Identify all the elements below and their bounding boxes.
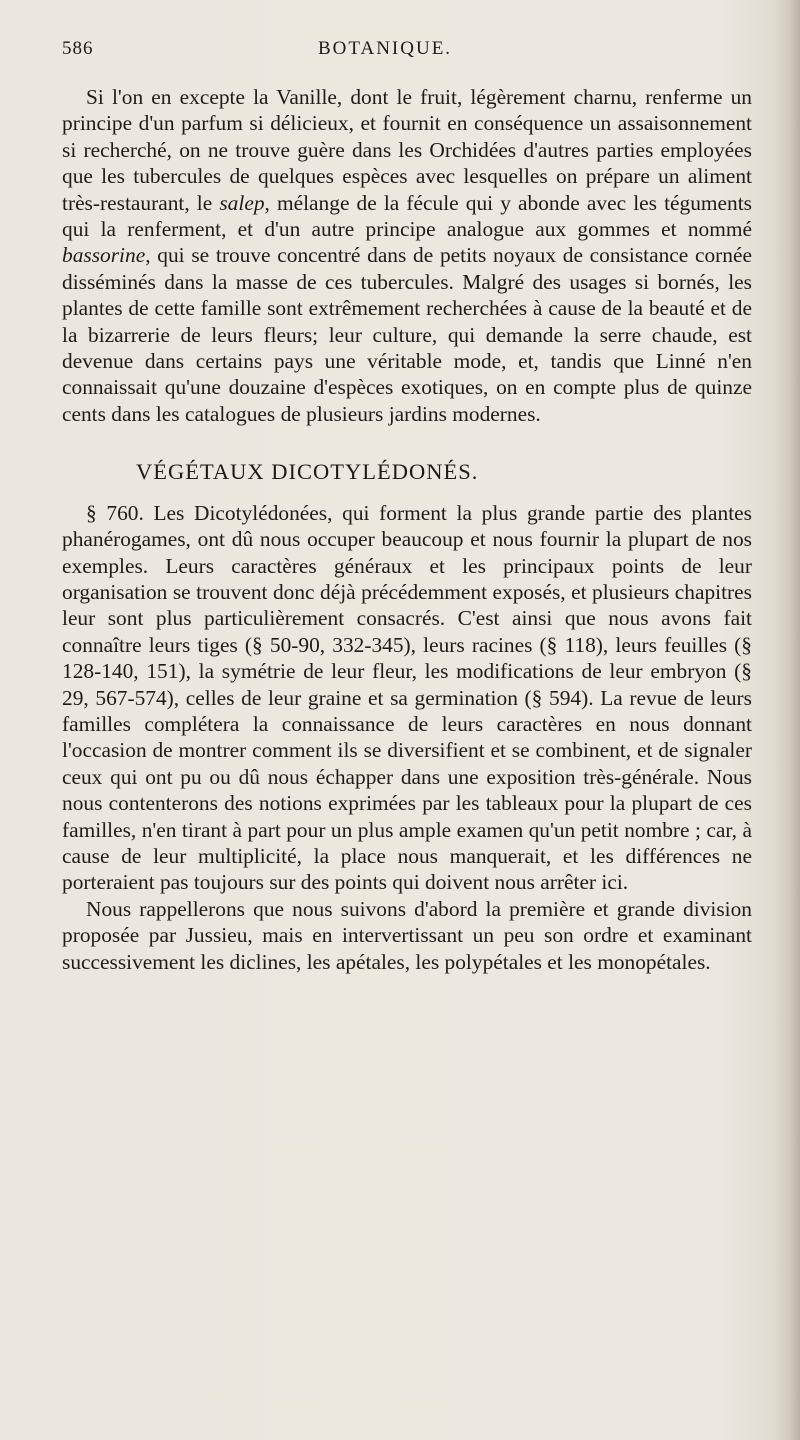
paragraph-orchids-part-b: , mélange de la fécule qui y abonde avec les téguments qui la renferment, et d'un autre principe analogue aux gommes et nommé: [62, 190, 752, 242]
running-title: BOTANIQUE.: [318, 38, 453, 59]
paragraph-jussieu: Nous rappellerons que nous suivons d'abord la première et grande division proposée par Jussieu, mais en intervertissant un peu son ordre et examinant successivement les diclines, les apétales, les polypétales et les monopétales.: [62, 896, 752, 974]
paragraph-orchids: [62, 84, 752, 427]
term-salep: salep: [219, 190, 265, 215]
paragraph-orchids-part-c: , qui se trouve concentré dans de petits noyaux de consistance cornée disséminés dans la masse de ces tubercules. Malgré des usages si bornés, les plantes de cette famille sont extrêmement recherchées à cause de la beauté et de la bizarrerie de leurs fleurs; leur culture, qui demande la serre chaude, est devenue dans certains pays une véritable mode, et, tandis que Linné n'en connaissait qu'une douzaine d'espèces exotiques, on en compte plus de quinze cents dans les catalogues de plusieurs jardins modernes.: [62, 243, 752, 426]
paragraph-dicotyledons: § 760. Les Dicotylédonées, qui forment la plus grande partie des plantes phanérogames, ont dû nous occuper beaucoup et nous fournir la plupart de nos exemples. Leurs caractères généraux et les principaux points de leur organisation se trouvent donc déjà précédemment exposés, et plusieurs chapitres leur sont plus particulièrement consacrés. C'est ainsi que nous avons fait connaître leurs tiges (§ 50-90, 332-345), leurs racines (§ 118), leurs feuilles (§ 128-140, 151), la symétrie de leur fleur, les modifications de leur embryon (§ 29, 567-574), celles de leur graine et sa germination (§ 594). La revue de leurs familles complétera la connaissance de leurs caractères en nous donnant l'occasion de montrer comment ils se diversifient et se combinent, et de signaler ceux qui ont pu ou dû nous échapper dans une exposition très-générale. Nous nous contenterons des notions exprimées par les tableaux pour la plupart de ces familles, n'en tirant à part pour un plus ample examen qu'un petit nombre ; car, à cause de leur multiplicité, la place nous manquerait, et les différences ne porteraient pas toujours sur des points qui doivent nous arrêter ici.: [62, 500, 752, 895]
page-header: [62, 38, 752, 68]
paragraph-orchids-part-a: Si l'on en excepte la Vanille, dont le fruit, légèrement charnu, renferme un principe d'un parfum si délicieux, et fournit en conséquence un assaisonnement si recherché, on ne trouve guère dans les Orchidées d'autres parties employées que les tubercules de quelques espèces avec lesquelles on prépare un aliment très-restaurant, le: [62, 85, 752, 215]
page-edge-shadow: [774, 0, 800, 1440]
section-title: VÉGÉTAUX DICOTYLÉDONÉS.: [136, 459, 479, 485]
term-bassorine: bassorine: [62, 243, 146, 268]
page-number: 586: [62, 38, 94, 59]
body-text: [62, 84, 752, 975]
